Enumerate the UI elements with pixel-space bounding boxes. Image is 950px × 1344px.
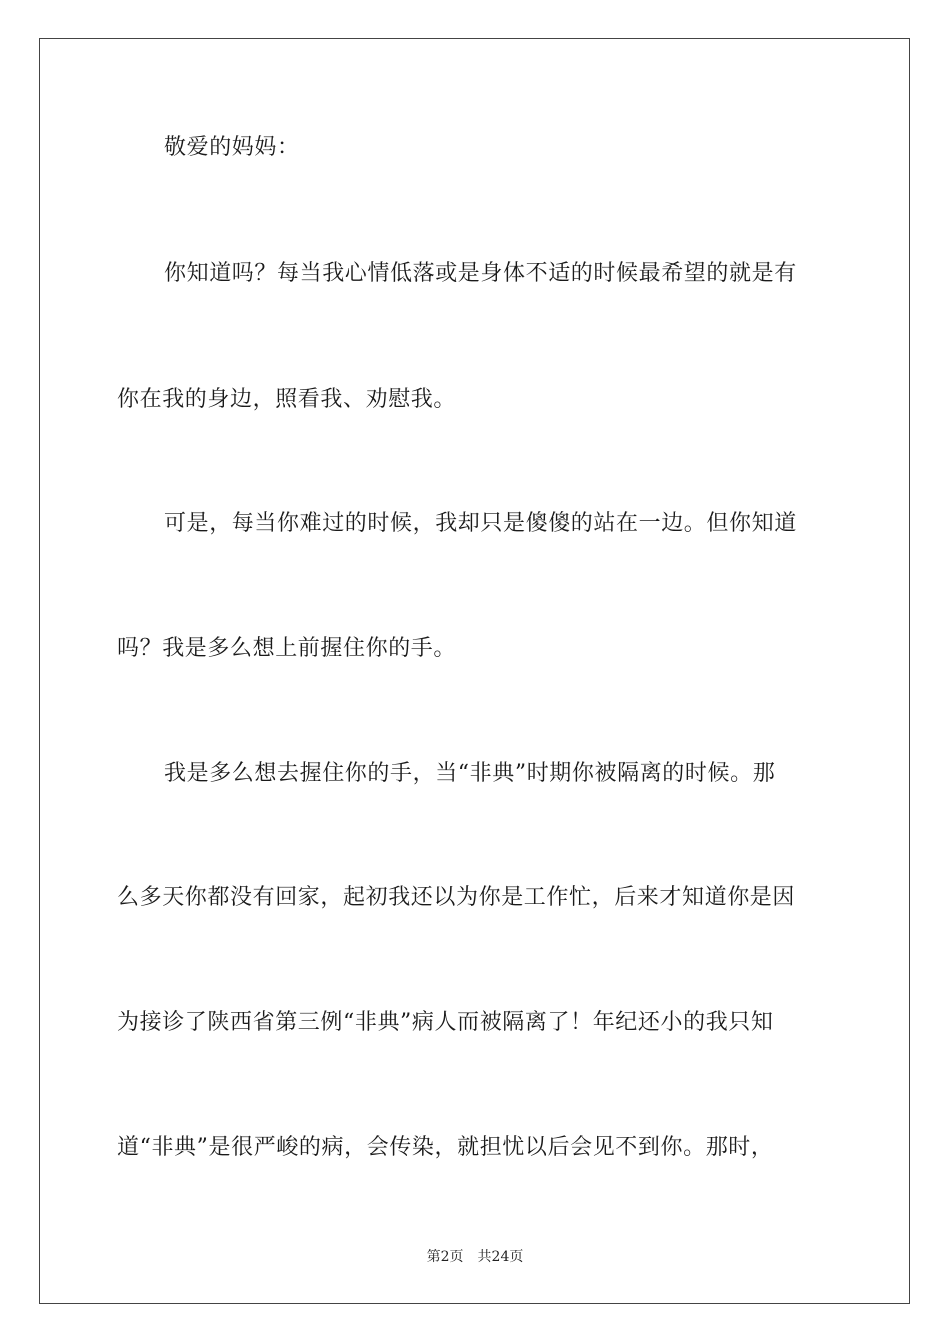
body-text-line: 道“非典”是很严峻的病，会传染，就担忧以后会见不到你。那时，	[117, 1135, 774, 1160]
body-text-line: 可是，每当你难过的时候，我却只是傻傻的站在一边。但你知道	[164, 511, 797, 536]
page-total: 共24页	[477, 1249, 524, 1265]
body-text-line: 你在我的身边，照看我、劝慰我。	[117, 387, 457, 412]
body-text-line: 我是多么想去握住你的手，当“非典”时期你被隔离的时候。那	[164, 761, 776, 786]
body-text-line: 为接诊了陕西省第三例“非典”病人而被隔离了！年纪还小的我只知	[117, 1010, 774, 1035]
body-text-line: 你知道吗？每当我心情低落或是身体不适的时候最希望的就是有	[164, 261, 797, 286]
body-text-line: 么多天你都没有回家，起初我还以为你是工作忙，后来才知道你是因	[117, 885, 796, 910]
page-border	[39, 38, 910, 1304]
page-footer	[0, 1248, 950, 1266]
body-text-line: 吗？我是多么想上前握住你的手。	[117, 636, 457, 661]
page-number: 第2页	[426, 1249, 464, 1265]
salutation-line: 敬爱的妈妈：	[164, 135, 300, 160]
